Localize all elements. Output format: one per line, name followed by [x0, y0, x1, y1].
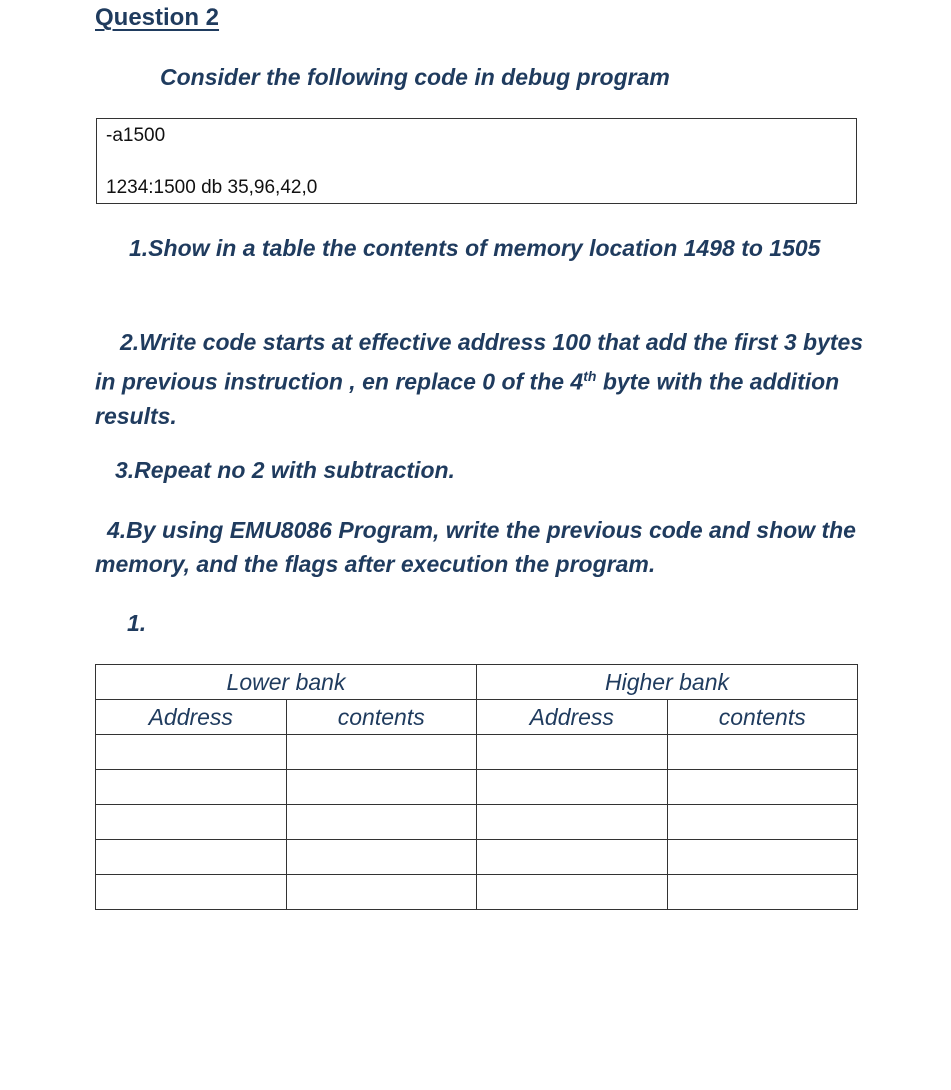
table-row	[96, 840, 858, 875]
question-4: 4.By using EMU8086 Program, write the previous code and show the memory, and the flags after execution the program.	[95, 517, 856, 577]
intro-text: Consider the following code in debug program	[160, 64, 670, 90]
question-2-text-b: byte with the addition results.	[95, 368, 840, 429]
code-line-2: 1234:1500 db 35,96,42,0	[106, 177, 318, 198]
table-cell	[667, 840, 858, 875]
table-row	[96, 770, 858, 805]
table-cell	[96, 840, 287, 875]
table-cell	[477, 735, 668, 770]
table-cell	[96, 805, 287, 840]
table-cell	[286, 840, 477, 875]
table-cell	[667, 770, 858, 805]
column-header-address: Address	[477, 700, 668, 735]
table-cell	[667, 735, 858, 770]
table-cell	[286, 805, 477, 840]
column-header-contents: contents	[286, 700, 477, 735]
table-cell	[477, 805, 668, 840]
question-1: 1.Show in a table the contents of memory location 1498 to 1505	[129, 235, 821, 261]
table-cell	[667, 805, 858, 840]
lower-bank-header: Lower bank	[96, 665, 477, 700]
code-box	[96, 118, 857, 204]
table-row	[96, 805, 858, 840]
question-2-superscript: th	[583, 368, 597, 384]
table-cell	[286, 735, 477, 770]
table-column-header-row	[96, 700, 858, 735]
table-cell	[96, 735, 287, 770]
memory-table	[95, 664, 858, 910]
question-2	[95, 325, 865, 433]
table-cell	[477, 770, 668, 805]
table-cell	[477, 875, 668, 910]
table-cell	[477, 840, 668, 875]
column-header-address: Address	[96, 700, 287, 735]
higher-bank-header: Higher bank	[477, 665, 858, 700]
question-3: 3.Repeat no 2 with subtraction.	[115, 457, 455, 483]
question-heading: Question 2	[95, 4, 220, 31]
table-cell	[96, 770, 287, 805]
code-line-1: -a1500	[106, 125, 166, 146]
table-row	[96, 875, 858, 910]
table-cell	[96, 875, 287, 910]
answer-label: 1.	[127, 610, 147, 636]
table-cell	[667, 875, 858, 910]
table-cell	[286, 770, 477, 805]
question-2-text-a: 2.Write code starts at effective address 100 that add the first 3 bytes in previous instruction , en replace 0 of the 4	[95, 329, 864, 395]
table-group-header-row	[96, 665, 858, 700]
column-header-contents: contents	[667, 700, 858, 735]
table-row	[96, 735, 858, 770]
table-cell	[286, 875, 477, 910]
